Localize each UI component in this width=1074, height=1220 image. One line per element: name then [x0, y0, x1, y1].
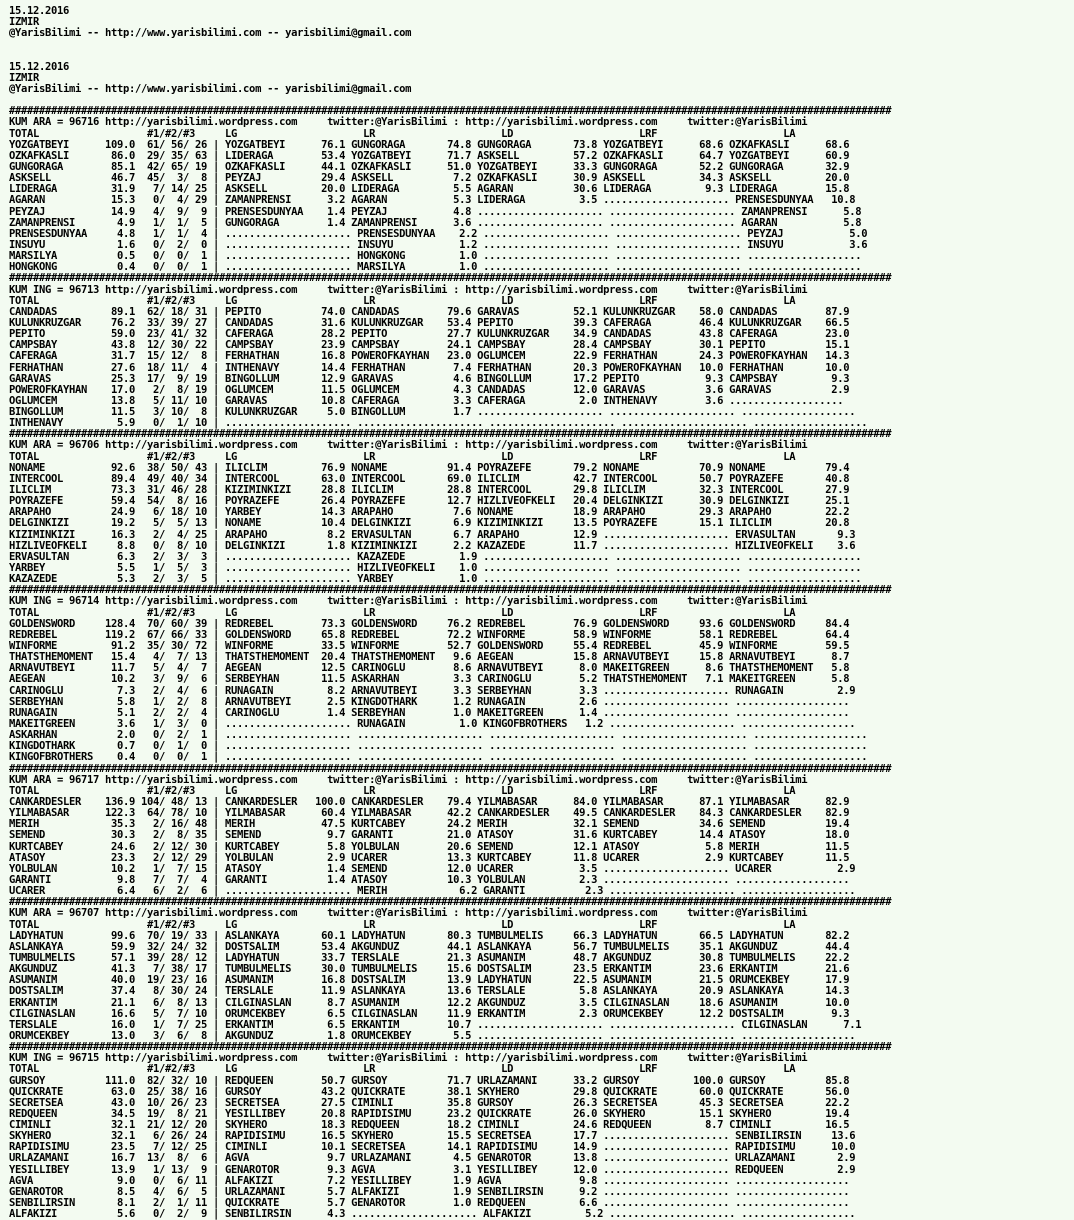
text-line: ERKANTIM 21.1 6/ 8/ 13 | CILGINASLAN 8.7 ASUMANIM 12.2 AKGUNDUZ 3.5 CILGINASLAN 18.6 ASUMANIM 10.0 — [9, 996, 850, 1009]
text-line: LIDERAGA 31.9 7/ 14/ 25 | ASKSELL 20.0 LIDERAGA 5.5 AGARAN 30.6 LIDERAGA 9.3 LIDERAGA 15.8 — [9, 183, 850, 196]
text-line: CILGINASLAN 16.6 5/ 7/ 10 | ORUMCEKBEY 6.5 CILGINASLAN 11.9 ERKANTIM 2.3 ORUMCEKBEY 12.2 DOSTSALIM 9.3 — [9, 1007, 850, 1020]
text-line: BINGOLLUM 11.5 3/ 10/ 8 | KULUNKRUZGAR 5.0 BINGOLLUM 1.7 ..................... ..................... ................... — [9, 406, 856, 419]
text-line: ORUMCEKBEY 13.0 3/ 6/ 8 | AKGUNDUZ 1.8 ORUMCEKBEY 5.5 ..................... ..................... ................... — [9, 1029, 856, 1042]
text-line: DELGINKIZI 19.2 5/ 5/ 13 | NONAME 10.4 DELGINKIZI 6.9 KIZIMINKIZI 13.5 POYRAZEFE 15.1 ILICLIM 20.8 — [9, 517, 850, 530]
text-line: GURSOY 111.0 82/ 32/ 10 | REDQUEEN 50.7 GURSOY 71.7 URLAZAMANI 33.2 GURSOY 100.0 GURSOY 85.8 — [9, 1074, 850, 1087]
blank-line — [9, 39, 1074, 50]
race-header: KUM ING = 96715 http://yarisbilimi.wordpress.com twitter:@YarisBilimi : http://yarisbilimi.wordpress.com twitter:@YarisBilimi — [9, 1052, 808, 1065]
text-line: REDQUEEN 34.5 19/ 8/ 21 | YESILLIBEY 20.8 RAPIDISIMU 23.2 QUICKRATE 26.0 SKYHERO 15.1 SKYHERO 19.4 — [9, 1107, 850, 1120]
text-line: LADYHATUN 99.6 70/ 19/ 33 | ASLANKAYA 60.1 LADYHATUN 80.3 TUMBULMELIS 66.3 LADYHATUN 66.5 LADYHATUN 82.2 — [9, 929, 850, 942]
text-line: KIZIMINKIZI 16.3 2/ 4/ 25 | ARAPAHO 8.2 ERVASULTAN 6.7 ARAPAHO 12.9 ..................... ERVASULTAN 9.3 — [9, 528, 856, 541]
race-header: KUM ARA = 96717 http://yarisbilimi.wordpress.com twitter:@YarisBilimi : http://yarisbilimi.wordpress.com twitter:@YarisBilimi — [9, 773, 808, 786]
text-line: CARINOGLU 7.3 2/ 4/ 6 | RUNAGAIN 8.2 ARNAVUTBEYI 3.3 SERBEYHAN 3.3 ..................... RUNAGAIN 2.9 — [9, 684, 856, 697]
text-line: GENAROTOR 8.5 4/ 6/ 5 | URLAZAMANI 5.7 ALFAKIZI 1.9 SENBILIRSIN 9.2 ..................... ................... — [9, 1185, 850, 1198]
section-divider: ################################################################################################################################################### — [9, 105, 892, 118]
text-line: ALFAKIZI 5.6 0/ 2/ 9 | SENBILIRSIN 4.3 ..................... ALFAKIZI 5.2 ..................... ................... — [9, 1208, 856, 1220]
text-line: CANKARDESLER 136.9 104/ 48/ 13 | CANKARDESLER 100.0 CANKARDESLER 79.4 YILMABASAR 84.0 YILMABASAR 87.1 YILMABASAR 82.9 — [9, 795, 850, 808]
text-line: POWEROFKAYHAN 17.0 2/ 8/ 19 | OGLUMCEM 11.5 OGLUMCEM 4.3 CANDADAS 12.0 GARAVAS 3.6 GARAVAS 2.9 — [9, 383, 850, 396]
text-line: ATASOY 23.3 2/ 12/ 29 | YOLBULAN 2.9 UCARER 13.3 KURTCABEY 11.8 UCARER 2.9 KURTCABEY 11.5 — [9, 851, 850, 864]
text-line: YESILLIBEY 13.9 1/ 13/ 9 | GENAROTOR 9.3 AGVA 3.1 YESILLIBEY 12.0 ..................... REDQUEEN 2.9 — [9, 1163, 856, 1176]
section-divider: ################################################################################################################################################### — [9, 1041, 892, 1054]
text-line: MAKEITGREEN 3.6 1/ 3/ 0 | ..................... RUNAGAIN 1.0 KINGOFBROTHERS 1.2 ..................... ................... — [9, 718, 856, 730]
text-line: PEPITO 59.0 23/ 41/ 32 | CAFERAGA 28.2 PEPITO 27.7 KULUNKRUZGAR 34.9 CANDADAS 43.8 CAFERAGA 23.0 — [9, 328, 850, 341]
text-line: ARNAVUTBEYI 11.7 5/ 4/ 7 | AEGEAN 12.5 CARINOGLU 8.6 ARNAVUTBEYI 8.0 MAKEITGREEN 8.6 THATSTHEMOMENT 5.8 — [9, 662, 850, 675]
text-line: 15.12.2016 — [9, 5, 70, 17]
race-header: KUM ING = 96714 http://yarisbilimi.wordpress.com twitter:@YarisBilimi : http://yarisbilimi.wordpress.com twitter:@YarisBilimi — [9, 595, 808, 608]
section-divider: ################################################################################################################################################### — [9, 272, 892, 285]
text-line: YOZGATBEYI 109.0 61/ 56/ 26 | YOZGATBEYI 76.1 GUNGORAGA 74.8 GUNGORAGA 73.8 YOZGATBEYI 68.6 OZKAFKASLI 68.6 — [9, 138, 850, 151]
text-line: KINGDOTHARK 0.7 0/ 1/ 0 | ..................... ..................... ..................... ..................... ................... — [9, 740, 868, 753]
column-header: TOTAL #1/#2/#3 LG LR LD LRF LA — [9, 294, 796, 307]
text-line: THATSTHEMOMENT 15.4 4/ 7/ 13 | THATSTHEMOMENT 20.4 THATSTHEMOMENT 9.6 AEGEAN 15.8 ARNAVUTBEYI 15.8 ARNAVUTBEYI 8.7 — [9, 651, 850, 664]
text-line: PRENSESDUNYAA 4.8 1/ 1/ 4 | ..................... PRENSESDUNYAA 2.2 ..................... ..................... PEYZAJ 5.0 — [9, 227, 868, 240]
text-line: SERBEYHAN 5.8 1/ 2/ 8 | ARNAVUTBEYI 2.5 KINGDOTHARK 1.2 RUNAGAIN 2.6 ..................... ................... — [9, 695, 850, 708]
text-line: MERIH 35.3 2/ 16/ 48 | MERIH 47.5 KURTCABEY 24.2 MERIH 32.1 SEMEND 34.6 SEMEND 19.4 — [9, 818, 850, 831]
text-line: NONAME 92.6 38/ 50/ 43 | ILICLIM 76.9 NONAME 91.4 POYRAZEFE 79.2 NONAME 70.9 NONAME 79.4 — [9, 461, 850, 474]
text-line: YOLBULAN 10.2 1/ 7/ 15 | ATASOY 1.4 SEMEND 12.0 UCARER 3.5 ..................... UCARER 2.9 — [9, 862, 856, 875]
race-header: KUM ARA = 96707 http://yarisbilimi.wordpress.com twitter:@YarisBilimi : http://yarisbilimi.wordpress.com twitter:@YarisBilimi — [9, 907, 808, 920]
race-header: KUM ARA = 96716 http://yarisbilimi.wordpress.com twitter:@YarisBilimi : http://yarisbilimi.wordpress.com twitter:@YarisBilimi — [9, 116, 808, 129]
text-line: @YarisBilimi -- http://www.yarisbilimi.com -- yarisbilimi@gmail.com — [9, 27, 412, 40]
section-divider: ################################################################################################################################################### — [9, 584, 892, 597]
section-divider: ################################################################################################################################################### — [9, 896, 892, 909]
text-line: SEMEND 30.3 2/ 8/ 35 | SEMEND 9.7 GARANTI 21.0 ATASOY 31.6 KURTCABEY 14.4 ATASOY 18.0 — [9, 829, 850, 842]
text-line: OGLUMCEM 13.8 5/ 11/ 10 | GARAVAS 10.8 CAFERAGA 3.3 CAFERAGA 2.0 INTHENAVY 3.6 ................... — [9, 394, 844, 407]
column-header: TOTAL #1/#2/#3 LG LR LD LRF LA — [9, 784, 796, 797]
text-line: ASUMANIM 40.0 19/ 23/ 16 | ASUMANIM 16.8 DOSTSALIM 13.9 LADYHATUN 22.5 ASUMANIM 21.5 ORUMCEKBEY 17.9 — [9, 974, 850, 987]
text-line: RAPIDISIMU 23.5 7/ 12/ 25 | CIMINLI 10.1 SECRETSEA 14.1 RAPIDISIMU 14.9 ..................... RAPIDISIMU 10.0 — [9, 1141, 856, 1154]
text-line: AGVA 9.0 0/ 6/ 11 | ALFAKIZI 7.2 YESILLIBEY 1.9 AGVA 9.8 ..................... ................... — [9, 1174, 850, 1187]
text-line: IZMIR — [9, 71, 40, 84]
text-line: SENBILIRSIN 8.1 2/ 1/ 11 | QUICKRATE 5.7 GENAROTOR 1.0 REDQUEEN 6.6 ..................... ................... — [9, 1197, 850, 1210]
text-line: KULUNKRUZGAR 76.2 33/ 39/ 27 | CANDADAS 31.6 KULUNKRUZGAR 53.4 PEPITO 39.3 CAFERAGA 46.4 KULUNKRUZGAR 66.5 — [9, 316, 850, 329]
text-line: URLAZAMANI 16.7 13/ 8/ 6 | AGVA 9.7 URLAZAMANI 4.5 GENAROTOR 13.8 ..................... URLAZAMANI 2.9 — [9, 1152, 856, 1165]
text-line: AEGEAN 10.2 3/ 9/ 6 | SERBEYHAN 11.5 ASKARHAN 3.3 CARINOGLU 5.2 THATSTHEMOMENT 7.1 MAKEITGREEN 5.8 — [9, 673, 850, 686]
text-line: GOLDENSWORD 128.4 70/ 60/ 39 | REDREBEL 73.3 GOLDENSWORD 76.2 REDREBEL 76.9 GOLDENSWORD 93.6 GOLDENSWORD 84.4 — [9, 617, 850, 630]
text-line: YARBEY 5.5 1/ 5/ 3 | ..................... HIZLIVEOFKELI 1.0 ..................... ..................... ................... — [9, 562, 862, 575]
text-line: AGARAN 15.3 0/ 4/ 29 | ZAMANPRENSI 3.2 AGARAN 5.3 LIDERAGA 3.5 ..................... PRENSESDUNYAA 10.8 — [9, 194, 856, 207]
text-line: INTERCOOL 89.4 49/ 40/ 34 | INTERCOOL 63.0 INTERCOOL 69.0 ILICLIM 42.7 INTERCOOL 50.7 POYRAZEFE 40.8 — [9, 472, 850, 485]
text-line: FERHATHAN 27.6 18/ 11/ 4 | INTHENAVY 14.4 FERHATHAN 7.4 FERHATHAN 20.3 POWEROFKAYHAN 10.0 FERHATHAN 10.0 — [9, 361, 850, 374]
text-line: TUMBULMELIS 57.1 39/ 28/ 12 | LADYHATUN 33.7 TERSLALE 21.3 ASUMANIM 48.7 AKGUNDUZ 30.8 TUMBULMELIS 22.2 — [9, 951, 850, 964]
text-line: CAFERAGA 31.7 15/ 12/ 8 | FERHATHAN 16.8 POWEROFKAYHAN 23.0 OGLUMCEM 22.9 FERHATHAN 24.3 POWEROFKAYHAN 14.3 — [9, 350, 850, 363]
text-line: HIZLIVEOFKELI 8.8 0/ 8/ 10 | DELGINKIZI 1.8 KIZIMINKIZI 2.2 KAZAZEDE 11.7 ..................... HIZLIVEOFKELI 3.6 — [9, 539, 856, 552]
text-line: ERVASULTAN 6.3 2/ 3/ 3 | ..................... KAZAZEDE 1.9 ..................... ..................... ................... — [9, 550, 862, 563]
blank-line — [9, 51, 1074, 62]
column-header: TOTAL #1/#2/#3 LG LR LD LRF LA — [9, 127, 796, 140]
text-line: ASKSELL 46.7 45/ 3/ 8 | PEYZAJ 29.4 ASKSELL 7.2 OZKAFKASLI 30.9 ASKSELL 34.3 ASKSELL 20.0 — [9, 172, 850, 185]
text-line: ASKARHAN 2.0 0/ 2/ 1 | ..................... ..................... ..................... ..................... ................... — [9, 729, 868, 742]
text-line: INTHENAVY 5.9 0/ 1/ 10 | ..................... ..................... ..................... ..................... ................... — [9, 417, 868, 430]
text-line: UCARER 6.4 6/ 2/ 6 | ..................... MERIH 6.2 GARANTI 2.3 ..................... ................... — [9, 885, 856, 898]
text-line: GARAVAS 25.3 17/ 9/ 19 | BINGOLLUM 12.9 GARAVAS 4.6 BINGOLLUM 17.2 PEPITO 9.3 CAMPSBAY 9.3 — [9, 372, 850, 385]
section-divider: ################################################################################################################################################### — [9, 762, 892, 775]
text-line: ASLANKAYA 59.9 32/ 24/ 32 | DOSTSALIM 53.4 AKGUNDUZ 44.1 ASLANKAYA 56.7 TUMBULMELIS 35.1 AKGUNDUZ 44.4 — [9, 940, 850, 953]
text-line: INSUYU 1.6 0/ 2/ 0 | ..................... INSUYU 1.2 ..................... ..................... INSUYU 3.6 — [9, 238, 868, 251]
text-line: TERSLALE 16.0 1/ 7/ 25 | ERKANTIM 6.5 ERKANTIM 10.7 ..................... ..................... CILGINASLAN 7.1 — [9, 1018, 862, 1031]
column-header: TOTAL #1/#2/#3 LG LR LD LRF LA — [9, 918, 796, 931]
text-line: KAZAZEDE 5.3 2/ 3/ 5 | ..................... YARBEY 1.0 ..................... ..................... ................... — [9, 573, 862, 586]
text-line: ZAMANPRENSI 4.9 1/ 1/ 5 | GUNGORAGA 1.4 ZAMANPRENSI 3.6 ..................... ..................... AGARAN 5.8 — [9, 216, 862, 229]
text-line: POYRAZEFE 59.4 54/ 8/ 16 | POYRAZEFE 26.4 POYRAZEFE 12.7 HIZLIVEOFKELI 20.4 DELGINKIZI 30.9 DELGINKIZI 25.1 — [9, 495, 850, 508]
text-line: SKYHERO 32.1 6/ 26/ 24 | RAPIDISIMU 16.5 SKYHERO 15.5 SECRETSEA 17.7 ..................... SENBILIRSIN 13.6 — [9, 1130, 856, 1143]
column-header: TOTAL #1/#2/#3 LG LR LD LRF LA — [9, 450, 796, 463]
text-line: CAMPSBAY 43.8 12/ 30/ 22 | CAMPSBAY 23.9 CAMPSBAY 24.1 CAMPSBAY 28.4 CAMPSBAY 30.1 PEPITO 15.1 — [9, 339, 850, 352]
text-line: YILMABASAR 122.3 64/ 78/ 10 | YILMABASAR 60.4 YILMABASAR 42.2 CANKARDESLER 49.5 CANKARDESLER 84.3 CANKARDESLER 82.9 — [9, 807, 850, 820]
text-line: @YarisBilimi -- http://www.yarisbilimi.com -- yarisbilimi@gmail.com — [9, 82, 412, 95]
text-line: AKGUNDUZ 41.3 7/ 38/ 17 | TUMBULMELIS 30.0 TUMBULMELIS 15.6 DOSTSALIM 23.5 ERKANTIM 23.6 ERKANTIM 21.6 — [9, 963, 850, 976]
text-line: ARAPAHO 24.9 6/ 18/ 10 | YARBEY 14.3 ARAPAHO 7.6 NONAME 18.9 ARAPAHO 29.3 ARAPAHO 22.2 — [9, 506, 850, 519]
text-line: RUNAGAIN 5.1 2/ 2/ 4 | CARINOGLU 1.4 SERBEYHAN 1.0 MAKEITGREEN 1.4 ..................... ................... — [9, 706, 850, 719]
text-line: HONGKONG 0.4 0/ 0/ 1 | ..................... MARSILYA 1.0 ..................... ..................... ................... — [9, 261, 862, 274]
column-header: TOTAL #1/#2/#3 LG LR LD LRF LA — [9, 606, 796, 619]
text-line: GARANTI 9.8 7/ 7/ 4 | GARANTI 1.4 ATASOY 10.3 YOLBULAN 2.3 ..................... ................... — [9, 873, 850, 886]
text-line: KURTCABEY 24.6 2/ 12/ 30 | KURTCABEY 5.8 YOLBULAN 20.6 SEMEND 12.1 ATASOY 5.8 MERIH 11.5 — [9, 840, 850, 853]
race-header: KUM ING = 96713 http://yarisbilimi.wordpress.com twitter:@YarisBilimi : http://yarisbilimi.wordpress.com twitter:@YarisBilimi — [9, 283, 808, 296]
text-line: PEYZAJ 14.9 4/ 9/ 9 | PRENSESDUNYAA 1.4 PEYZAJ 4.8 ..................... ..................... ZAMANPRENSI 5.8 — [9, 205, 862, 218]
text-line: REDREBEL 119.2 67/ 66/ 33 | GOLDENSWORD 65.8 REDREBEL 72.2 WINFORME 58.9 WINFORME 58.1 REDREBEL 64.4 — [9, 628, 850, 641]
text-line: DOSTSALIM 37.4 8/ 30/ 24 | TERSLALE 11.9 ASLANKAYA 13.6 TERSLALE 5.8 ASLANKAYA 20.9 ASLANKAYA 14.3 — [9, 985, 850, 998]
text-line: OZKAFKASLI 86.0 29/ 35/ 63 | LIDERAGA 53.4 YOZGATBEYI 71.7 ASKSELL 57.2 OZKAFKASLI 64.7 YOZGATBEYI 60.9 — [9, 149, 850, 162]
text-line: QUICKRATE 63.0 25/ 38/ 16 | GURSOY 43.2 QUICKRATE 38.1 SKYHERO 29.8 QUICKRATE 60.0 QUICKRATE 56.0 — [9, 1085, 850, 1098]
text-line: CIMINLI 32.1 21/ 12/ 20 | SKYHERO 18.3 REDQUEEN 18.2 CIMINLI 24.6 REDQUEEN 8.7 CIMINLI 16.5 — [9, 1119, 850, 1132]
section-divider: ################################################################################################################################################### — [9, 428, 892, 441]
column-header: TOTAL #1/#2/#3 LG LR LD LRF LA — [9, 1063, 796, 1076]
race-header: KUM ARA = 96706 http://yarisbilimi.wordpress.com twitter:@YarisBilimi : http://yarisbilimi.wordpress.com twitter:@YarisBilimi — [9, 439, 808, 452]
text-line: SECRETSEA 43.0 10/ 26/ 23 | SECRETSEA 27.5 CIMINLI 35.8 GURSOY 26.3 SECRETSEA 45.3 SECRETSEA 22.2 — [9, 1096, 850, 1109]
text-line: CANDADAS 89.1 62/ 18/ 31 | PEPITO 74.0 CANDADAS 79.6 GARAVAS 52.1 KULUNKRUZGAR 58.0 CANDADAS 87.9 — [9, 305, 850, 318]
text-line: KINGOFBROTHERS 0.4 0/ 0/ 1 | ..................... ..................... ..................... ..................... ................... — [9, 751, 868, 764]
text-line: IZMIR — [9, 16, 40, 29]
text-line: WINFORME 91.2 35/ 30/ 72 | WINFORME 33.5 WINFORME 52.7 GOLDENSWORD 55.4 REDREBEL 45.9 WINFORME 59.5 — [9, 640, 850, 653]
text-line: 15.12.2016 — [9, 60, 70, 73]
text-line: GUNGORAGA 85.1 42/ 65/ 19 | OZKAFKASLI 44.1 OZKAFKASLI 51.0 YOZGATBEYI 33.3 GUNGORAGA 52.2 GUNGORAGA 32.9 — [9, 160, 850, 173]
text-line: MARSILYA 0.5 0/ 0/ 1 | ..................... HONGKONG 1.0 ..................... ..................... ................... — [9, 250, 862, 263]
text-line: ILICLIM 73.3 31/ 46/ 28 | KIZIMINKIZI 28.8 ILICLIM 28.8 INTERCOOL 29.8 ILICLIM 32.3 INTERCOOL 27.9 — [9, 484, 850, 497]
